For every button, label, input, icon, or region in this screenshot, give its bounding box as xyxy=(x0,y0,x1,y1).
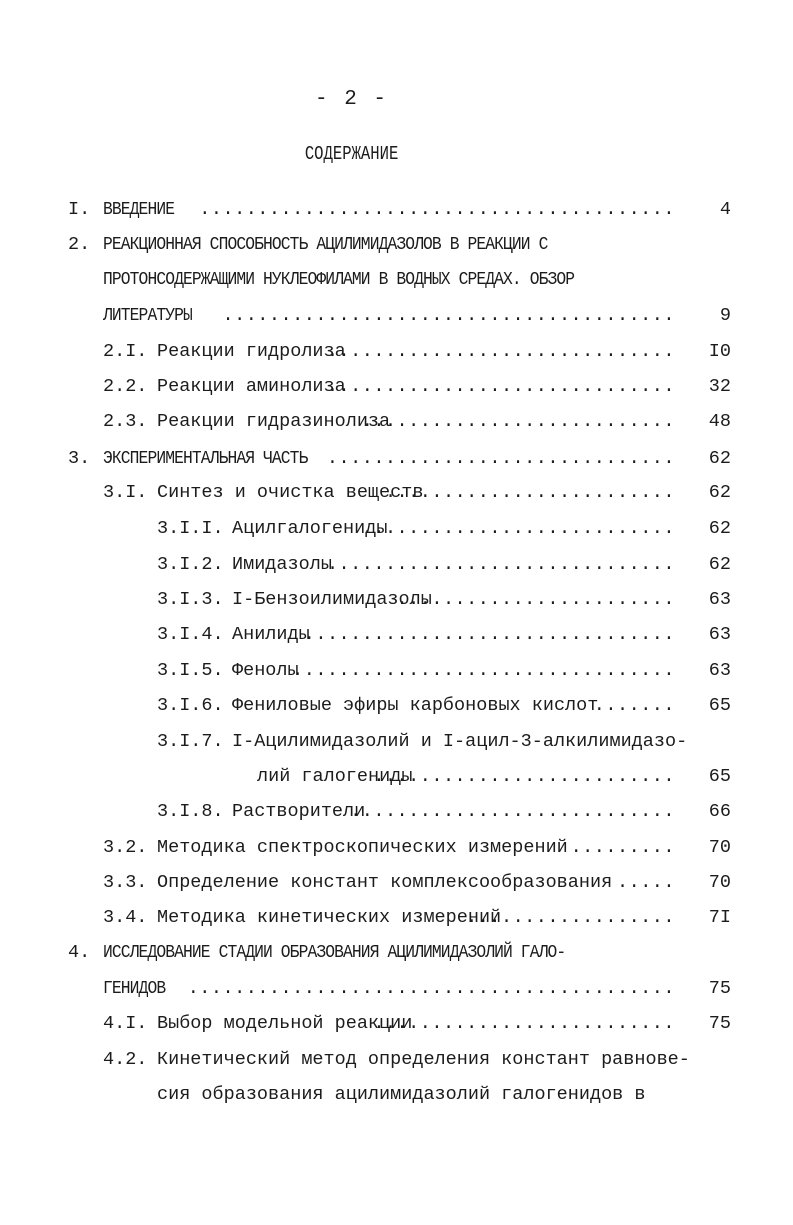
toc-entry-number: 3.2. xyxy=(103,837,148,858)
toc-entry-text: ПРОТОНСОДЕРЖАЩИМИ НУКЛЕОФИЛАМИ В ВОДНЫХ СРЕДАХ. ОБЗОР xyxy=(103,269,575,290)
leader-dots: ................................ xyxy=(303,624,675,645)
toc-entry xyxy=(0,797,793,827)
leader-dots: .................. xyxy=(466,907,675,928)
toc-entry-text: РЕАКЦИОННАЯ СПОСОБНОСТЬ АЦИЛИМИДАЗОЛОВ В РЕАКЦИИ С xyxy=(103,234,548,255)
toc-entry xyxy=(0,727,793,757)
leader-dots: ....... xyxy=(593,695,675,716)
leader-dots: ................................. xyxy=(292,660,675,681)
toc-entry-page: 70 xyxy=(708,837,731,858)
toc-entry-number: 4.2. xyxy=(103,1049,148,1070)
toc-entry-number: 2.I. xyxy=(103,341,148,362)
leader-dots: .......................... xyxy=(373,766,675,787)
toc-entry xyxy=(0,337,793,367)
toc-entry-number: 2.2. xyxy=(103,376,148,397)
toc-entry-text: Растворители xyxy=(232,801,366,822)
toc-entry-text: Синтез и очистка веществ xyxy=(157,482,424,503)
leader-dots: ........................ xyxy=(396,589,675,610)
toc-entry-page: 62 xyxy=(708,448,731,469)
leader-dots: .............................. xyxy=(326,376,675,397)
toc-entry-number: 3. xyxy=(68,448,91,469)
toc-entry-page: 7I xyxy=(708,907,731,928)
toc-entry-number: 3.I.7. xyxy=(157,731,224,752)
toc-entry xyxy=(0,444,793,474)
toc-entry-number: 3.I.4. xyxy=(157,624,224,645)
toc-entry-page: 75 xyxy=(708,1013,731,1034)
toc-entry-page: 62 xyxy=(708,518,731,539)
toc-entry xyxy=(0,868,793,898)
toc-entry-continuation xyxy=(0,1080,793,1110)
leader-dots: .............................. xyxy=(326,448,675,469)
toc-entry-number: 2. xyxy=(68,234,91,255)
toc-entry-text: лий галогениды xyxy=(257,766,413,787)
toc-entry-text: I-Ацилимидазолий и I-ацил-3-алкилимидазо- xyxy=(232,731,688,752)
toc-entry-page: 70 xyxy=(708,872,731,893)
toc-entry-text: ЛИТЕРАТУРЫ xyxy=(103,305,192,326)
leader-dots: ............................ xyxy=(350,801,675,822)
toc-entry-continuation xyxy=(0,762,793,792)
toc-entry xyxy=(0,1009,793,1039)
toc-entry-text: Реакции гидразинолиза xyxy=(157,411,391,432)
toc-entry xyxy=(0,691,793,721)
leader-dots: ......................... xyxy=(384,482,675,503)
toc-entry xyxy=(0,195,793,225)
toc-entry xyxy=(0,656,793,686)
toc-entry-page: 48 xyxy=(708,411,731,432)
toc-entry-page: 63 xyxy=(708,660,731,681)
toc-entry-page: 66 xyxy=(708,801,731,822)
toc-entry xyxy=(0,230,793,260)
toc-entry-number: 3.I.5. xyxy=(157,660,224,681)
toc-entry-number: 2.3. xyxy=(103,411,148,432)
toc-entry xyxy=(0,833,793,863)
leader-dots: ........................... xyxy=(361,411,675,432)
leader-dots: .......................................... xyxy=(187,978,675,999)
toc-entry-number: 4.I. xyxy=(103,1013,148,1034)
leader-dots: ........................... xyxy=(361,518,675,539)
toc-entry xyxy=(0,372,793,402)
toc-entry-number: I. xyxy=(68,199,91,220)
toc-entry-number: 3.I.I. xyxy=(157,518,224,539)
toc-entry xyxy=(0,550,793,580)
toc-entry-text: Методика кинетических измерений xyxy=(157,907,502,928)
toc-entry-text: ВВЕДЕНИЕ xyxy=(103,199,175,220)
toc-entry-page: 63 xyxy=(708,589,731,610)
toc-entry-number: 3.I.6. xyxy=(157,695,224,716)
toc-entry-text: Кинетический метод определения констант равнове- xyxy=(157,1049,690,1070)
leader-dots: .......................... xyxy=(373,1013,675,1034)
leader-dots: ......................................... xyxy=(199,199,675,220)
toc-entry-continuation xyxy=(0,301,793,331)
toc-entry-text: Реакции гидролиза xyxy=(157,341,346,362)
toc-entry-number: 3.I.3. xyxy=(157,589,224,610)
toc-entry-page: 32 xyxy=(708,376,731,397)
toc-entry-page: 65 xyxy=(708,766,731,787)
toc-entry-page: 9 xyxy=(719,305,731,326)
toc-entry-continuation xyxy=(0,265,793,295)
toc-entry-text: ЭКСПЕРИМЕНТАЛЬНАЯ ЧАСТЬ xyxy=(103,448,308,469)
toc-entry xyxy=(0,903,793,933)
toc-entry-page: 62 xyxy=(708,482,731,503)
toc-entry-page: 65 xyxy=(708,695,731,716)
toc-entry xyxy=(0,585,793,615)
page-title: СОДЕРЖАНИЕ xyxy=(304,143,399,165)
leader-dots: ..... xyxy=(616,872,675,893)
toc-entry-number: 3.4. xyxy=(103,907,148,928)
toc-entry xyxy=(0,514,793,544)
leader-dots: ......... xyxy=(570,837,675,858)
toc-entry-text: Реакции аминолиза xyxy=(157,376,346,397)
toc-entry-number: 3.I.2. xyxy=(157,554,224,575)
leader-dots: .............................. xyxy=(326,554,675,575)
toc-entry-number: 3.I.8. xyxy=(157,801,224,822)
toc-entry xyxy=(0,620,793,650)
toc-entry-text: ГЕНИДОВ xyxy=(103,978,166,999)
toc-entry xyxy=(0,407,793,437)
toc-entry-continuation xyxy=(0,974,793,1004)
toc-entry-number: 3.3. xyxy=(103,872,148,893)
toc-entry-page: 4 xyxy=(719,199,731,220)
toc-entry-page: 75 xyxy=(708,978,731,999)
toc-entry-text: Фенолы xyxy=(232,660,299,681)
toc-entry-text: Ацилгалогениды xyxy=(232,518,388,539)
leader-dots: ....................................... xyxy=(222,305,675,326)
toc-entry-page: 63 xyxy=(708,624,731,645)
toc-entry xyxy=(0,478,793,508)
toc-entry-text: Выбор модельной реакции xyxy=(157,1013,413,1034)
toc-entry-text: Методика спектроскопических измерений xyxy=(157,837,568,858)
toc-entry-number: 3.I. xyxy=(103,482,148,503)
toc-entry-text: Имидазолы xyxy=(232,554,332,575)
toc-entry-page: 62 xyxy=(708,554,731,575)
toc-entry-number: 4. xyxy=(68,942,91,963)
toc-entry-text: ИССЛЕДОВАНИЕ СТАДИИ ОБРАЗОВАНИЯ АЦИЛИМИДАЗОЛИЙ ГАЛО- xyxy=(103,942,566,963)
toc-entry-text: Фениловые эфиры карбоновых кислот xyxy=(232,695,599,716)
toc-entry-text: сия образования ацилимидазолий галогенидов в xyxy=(157,1084,646,1105)
toc-entry-page: I0 xyxy=(708,341,731,362)
toc-entry xyxy=(0,1045,793,1075)
toc-entry xyxy=(0,938,793,968)
page-number: - 2 - xyxy=(314,88,388,111)
toc-entry-text: Анилиды xyxy=(232,624,310,645)
leader-dots: .............................. xyxy=(326,341,675,362)
toc-entry-text: Определение констант комплексообразования xyxy=(157,872,613,893)
toc-entry-text: I-Бензоилимидазолы xyxy=(232,589,432,610)
